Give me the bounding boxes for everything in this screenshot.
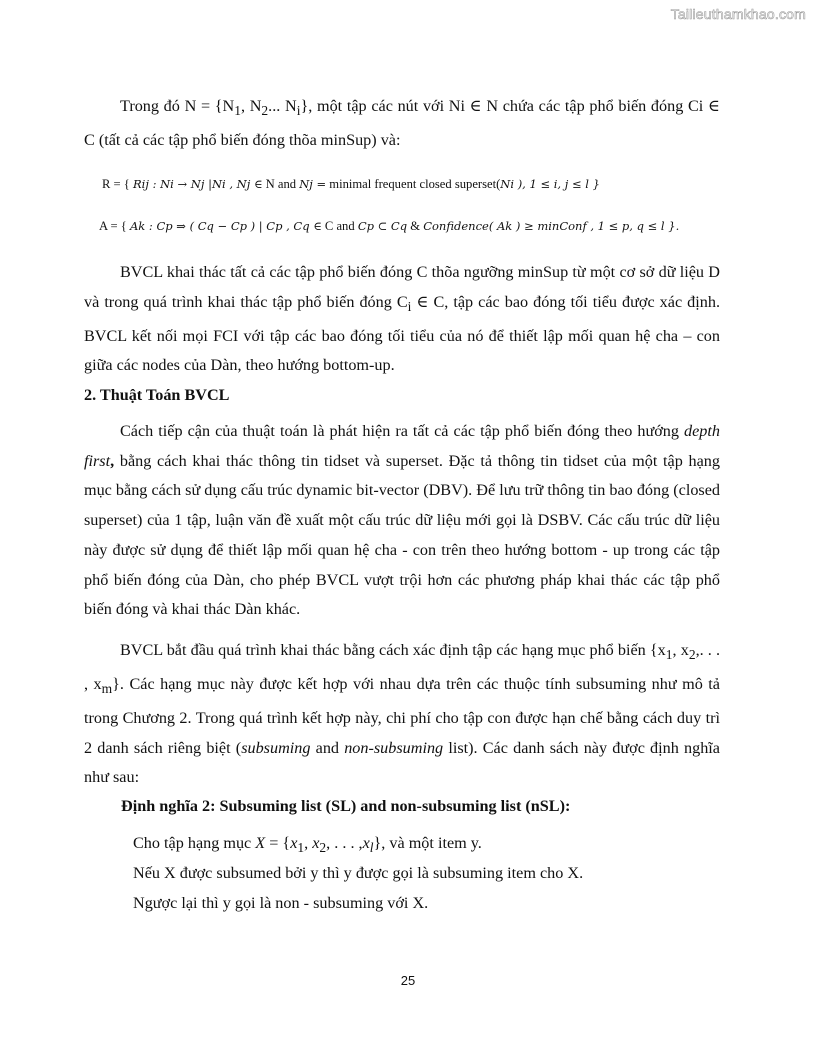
definition-line-3: Ngược lại thì y gọi là non - subsuming với X. xyxy=(133,894,429,912)
definition-title: Định nghĩa 2: Subsuming list (SL) and non-subsuming list (nSL): xyxy=(121,797,571,815)
paragraph-bvcl-overview: BVCL khai thác tất cả các tập phổ biến đóng C thõa ngưỡng minSup từ một cơ sở dữ liệu D và trong quá trình khai thác tập phổ biến đóng $C_i$ ∈ C, tập các bao đóng tối tiểu được xác định. BVCL kết nối mọi FCI với tập các bao đóng tối tiểu của nó để thiết lập mối quan hệ cha – con giữa các nodes của Dàn, theo hướng bottom-up. xyxy=(84,263,720,375)
definition-line-1: Cho tập hạng mục $X = \{x_1$, $x_2$, . . . $,x_l$}, và một item y. xyxy=(133,834,482,856)
paragraph-nodes-definition: Trong đó $N = \{N_1$, $N_2$... $N_i$}, một tập các nút với Ni ∈ N chứa các tập phổ biến đóng Ci ∈ C (tất cả các tập phổ biến đóng thõa minSup) và: xyxy=(84,97,720,149)
section-heading: 2. Thuật Toán BVCL xyxy=(84,386,230,404)
formula-rules-a: A = { Ak : Cp ⇒ ( Cq − Cp ) | Cp , Cq ∈ C and Cp ⊂ Cq & Confidence( Ak ) ≥ minConf , 1 ≤ p, q ≤ l }. xyxy=(99,219,680,233)
watermark-logo: Tailieuthamkhao.com xyxy=(670,6,806,22)
page-number: 25 xyxy=(400,973,416,988)
paragraph-approach: Cách tiếp cận của thuật toán là phát hiện ra tất cả các tập phổ biến đóng theo hướng depth first, bằng cách khai thác thông tin tidset và superset. Đặc tả thông tin tidset của một tập hạng mục bằng cách sử dụng cấu trúc dynamic bit-vector (DBV). Để lưu trữ thông tin bao đóng (closed superset) của 1 tập, luận văn đề xuất một cấu trúc dữ liệu mới gọi là DSBV. Các cấu trúc dữ liệu này được sử dụng để thiết lập mối quan hệ cha - con trên theo hướng bottom - up trong các tập phổ biến đóng của Dàn, cho phép BVCL vượt trội hơn các phương pháp khai thác các tập phổ biến đóng và khai thác Dàn khác. xyxy=(84,422,720,619)
formula-relation-r: R = { Rij : Ni → Nj |Ni , Nj ∈ N and Nj = minimal frequent closed superset(Ni ), 1 ≤ i, j ≤ l } xyxy=(102,177,600,191)
definition-line-2: Nếu X được subsumed bởi y thì y được gọi là subsuming item cho X. xyxy=(133,864,584,882)
paragraph-mining-process: BVCL bắt đầu quá trình khai thác bằng cách xác định tập các hạng mục phổ biến {$x_1$, $x_2$,. . . , $x_m$}. Các hạng mục này được kết hợp với nhau dựa trên các thuộc tính subsuming như mô tả trong Chương 2. Trong quá trình kết hợp này, chi phí cho tập con được hạn chế bằng cách duy trì 2 danh sách riêng biệt (subsuming and non-subsuming list). Các danh sách này được định nghĩa như sau: xyxy=(84,641,721,787)
